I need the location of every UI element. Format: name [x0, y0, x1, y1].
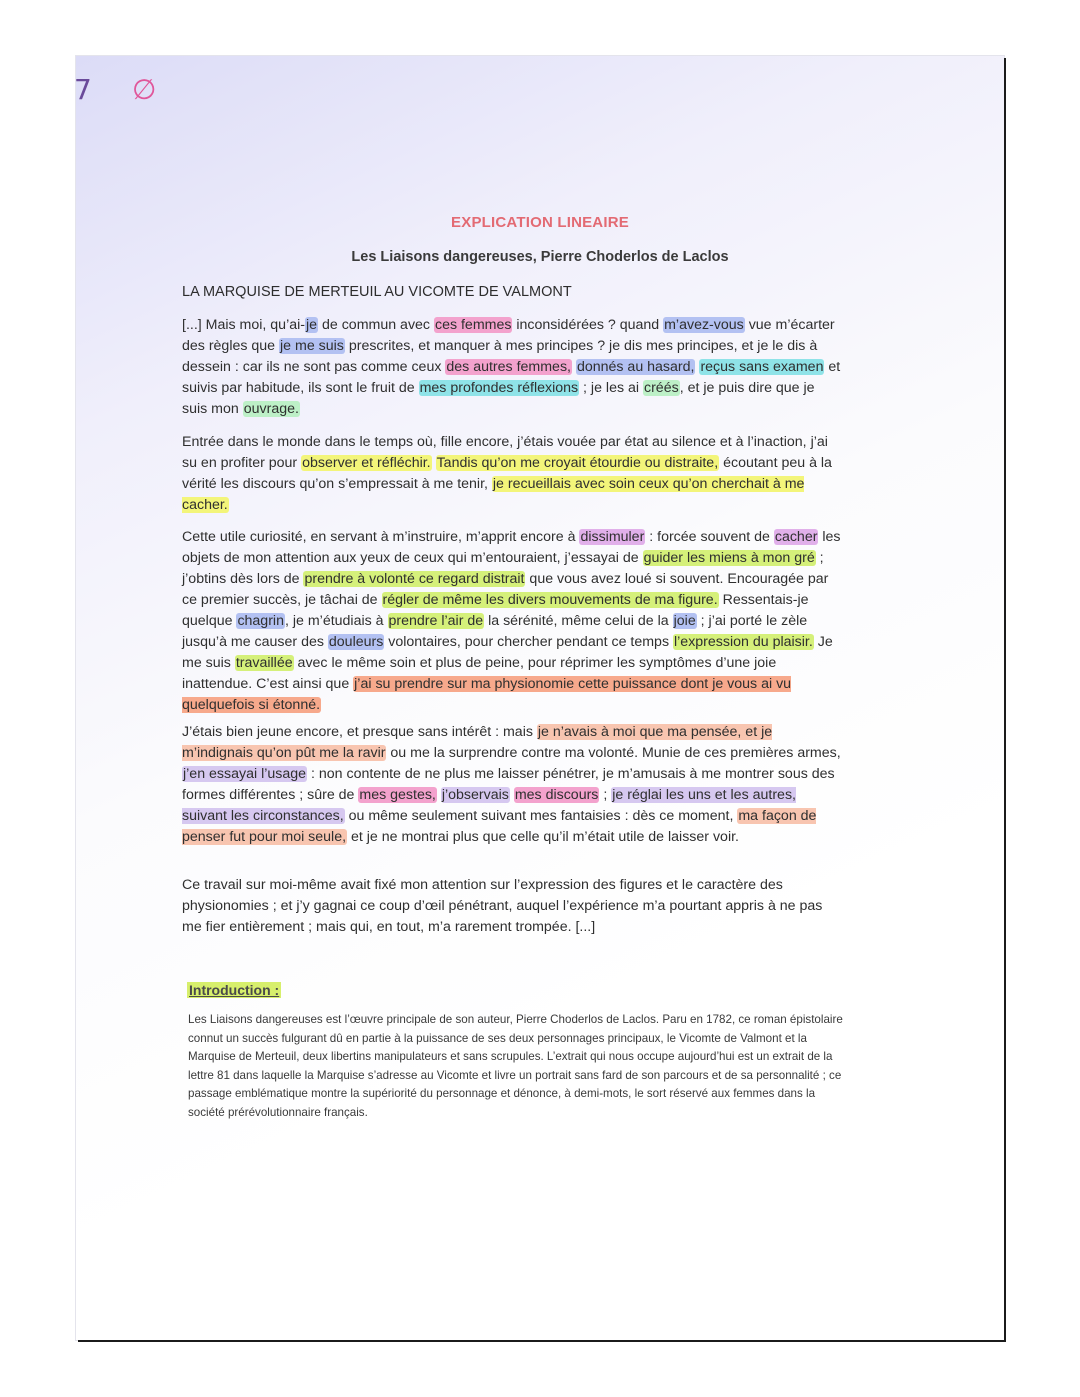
excerpt-paragraph — [182, 722, 842, 848]
introduction-text: Les Liaisons dangereuses est l’œuvre principale de son auteur, Pierre Choderlos de Laclos. Paru en 1782, ce roman épistolaire connut un succès fulgurant dû en partie à la puissance de ses deux personnages principaux, le Vicomte de Valmont et la Marquise de Merteuil, deux libertins manipulateurs et sans scrupules. L’extrait qui nous occupe aujourd’hui est un extrait de la lettre 81 dans laquelle la Marquise s’adresse au Vicomte et livre un portrait sans fard de son parcours et de sa personnalité ; ce passage emblématique montre la supériorité du personnage et dénonce, à demi-mots, le sort réservé aux femmes dans la société prérévolutionnaire français. — [188, 1013, 843, 1119]
highlighted-phrase: m’avez-vous — [664, 317, 744, 333]
highlighted-phrase: ces femmes — [434, 317, 512, 333]
highlighted-phrase: douleurs — [328, 634, 384, 650]
text-run: vue m’écarter des règles que — [182, 317, 835, 354]
highlighted-phrase: guider les miens à mon gré — [643, 550, 815, 566]
text-run: prescrites, et manquer à mes principes ? je dis mes principes, et je le dis à dessein : car ils ne sont pas comme ceux — [182, 338, 818, 375]
highlighted-phrase: joie — [673, 613, 696, 629]
highlighted-phrase: donnés au hasard, — [576, 359, 695, 375]
highlighted-phrase: observer et réfléchir. — [302, 455, 431, 471]
highlighted-phrase: je réglai les uns et les autres, suivant les circonstances, — [182, 787, 796, 824]
highlighted-phrase: prendre l’air de — [388, 613, 484, 629]
highlighted-phrase: je recueillais avec soin ceux qu’on cherchait à me cacher. — [182, 476, 805, 513]
highlighted-phrase: des autres femmes, — [446, 359, 571, 375]
text-run: inconsidérées ? quand — [512, 317, 664, 333]
document-title: EXPLICATION LINEAIRE — [451, 214, 629, 231]
highlighted-phrase: régler de même les divers mouvements de ma figure. — [382, 592, 718, 608]
text-run: Entrée dans le monde dans le temps où, fille encore, j’étais vouée par état au silence et à l’inaction, j’ai su en profiter pour — [182, 434, 828, 471]
text-run: et je ne montrai plus que celle qu’il m’était utile de laisser voir. — [347, 829, 739, 845]
highlighted-phrase: prendre à volonté ce regard distrait — [304, 571, 525, 587]
introduction-heading: Introduction : — [189, 982, 280, 998]
text-run — [432, 455, 436, 471]
highlighted-phrase: j’ai su prendre sur ma physionomie cette puissance dont je vous ai vu quelquefois si étonné. — [182, 676, 792, 713]
letter-heading: LA MARQUISE DE MERTEUIL AU VICOMTE DE VALMONT — [182, 284, 572, 300]
handwritten-empty-set-mark: ∅ — [132, 73, 157, 106]
text-run: la sérénité, même celui de la — [484, 613, 673, 629]
highlighted-phrase: dissimuler — [580, 529, 645, 545]
highlighted-phrase: je — [306, 317, 318, 333]
highlighted-phrase: l’expression du plaisir. — [674, 634, 813, 650]
text-run: , et je puis dire que je suis mon — [182, 380, 815, 417]
highlighted-phrase: Tandis qu’on me croyait étourdie ou distraite, — [436, 455, 719, 471]
text-run: : forcée souvent de — [645, 529, 774, 545]
highlighted-phrase: j’observais — [441, 787, 509, 803]
highlighted-phrase: je n’avais à moi que ma pensée, et je m’indignais qu’on pût me la ravir — [182, 724, 773, 761]
highlighted-phrase: mes profondes réflexions — [419, 380, 579, 396]
highlighted-phrase: ma façon de penser fut pour moi seule, — [182, 808, 817, 845]
highlighted-phrase: mes gestes, — [359, 787, 436, 803]
text-run: volontaires, pour chercher pendant ce temps — [384, 634, 673, 650]
highlighted-phrase: créés — [643, 380, 679, 396]
excerpt-paragraph — [182, 315, 842, 420]
text-run: ; j’obtins dès lors de — [182, 550, 824, 587]
text-run: Je me suis — [182, 634, 833, 671]
text-run: Ressentais-je quelque — [182, 592, 809, 629]
highlighted-phrase: chagrin — [237, 613, 284, 629]
text-run: J’étais bien jeune encore, et presque sans intérêt : mais — [182, 724, 537, 740]
text-run: et suivis par habitude, ils sont le fruit de — [182, 359, 841, 396]
highlighted-phrase: travaillée — [235, 655, 293, 671]
handwritten-page-number: 7 — [74, 73, 92, 106]
highlighted-phrase: reçus sans examen — [700, 359, 824, 375]
excerpt-paragraph — [182, 527, 842, 716]
text-run: ; je les ai — [579, 380, 643, 396]
text-run: de commun avec — [318, 317, 434, 333]
highlighted-phrase: je me suis — [280, 338, 344, 354]
text-run: Cette utile curiosité, en servant à m’instruire, m’apprit encore à — [182, 529, 580, 545]
highlighted-phrase: j’en essayai l’usage — [183, 766, 307, 782]
highlighted-phrase: mes discours — [514, 787, 599, 803]
text-run: , je m’étudiais à — [284, 613, 388, 629]
text-run: avec le même soin et plus de peine, pour réprimer les symptômes d’une joie inattendue. C’est ainsi que — [182, 655, 777, 692]
text-run: ; — [599, 787, 612, 803]
text-run: les objets de mon attention aux yeux de ceux qui m’entouraient, j’essayai de — [182, 529, 841, 566]
text-run: [...] Mais moi, qu’ai- — [182, 317, 305, 333]
text-run: Ce travail sur moi-même avait fixé mon attention sur l’expression des figures et le caractère des physionomies ; et j’y gagnai ce coup d’œil pénétrant, auquel l’expérience m’a pourtant appris à ne pas me fier entièrement ; mais qui, en tout, m’a rarement trompée. [...] — [182, 877, 823, 935]
text-run: : non contente de ne plus me laisser pénétrer, je m’amusais à me montrer sous des formes différentes ; sûre de — [182, 766, 835, 803]
text-run: que vous avez loué si souvent. Encouragée par ce premier succès, je tâchai de — [182, 571, 829, 608]
document-subtitle: Les Liaisons dangereuses, Pierre Choderlos de Laclos — [351, 249, 729, 265]
excerpt-paragraph — [182, 875, 842, 938]
text-run: ou me la surprendre contre ma volonté. Munie de ces premières armes, — [386, 745, 841, 761]
excerpt-paragraph — [182, 432, 842, 516]
text-run: ; j’ai porté le zèle jusqu’à me causer des — [182, 613, 808, 650]
text-run: ou même seulement suivant mes fantaisies : dès ce moment, — [344, 808, 738, 824]
highlighted-phrase: ouvrage. — [243, 401, 299, 417]
text-run: écoutant peu à la vérité les discours qu’on s’empressait à me tenir, — [182, 455, 832, 492]
highlighted-phrase: cacher — [774, 529, 818, 545]
